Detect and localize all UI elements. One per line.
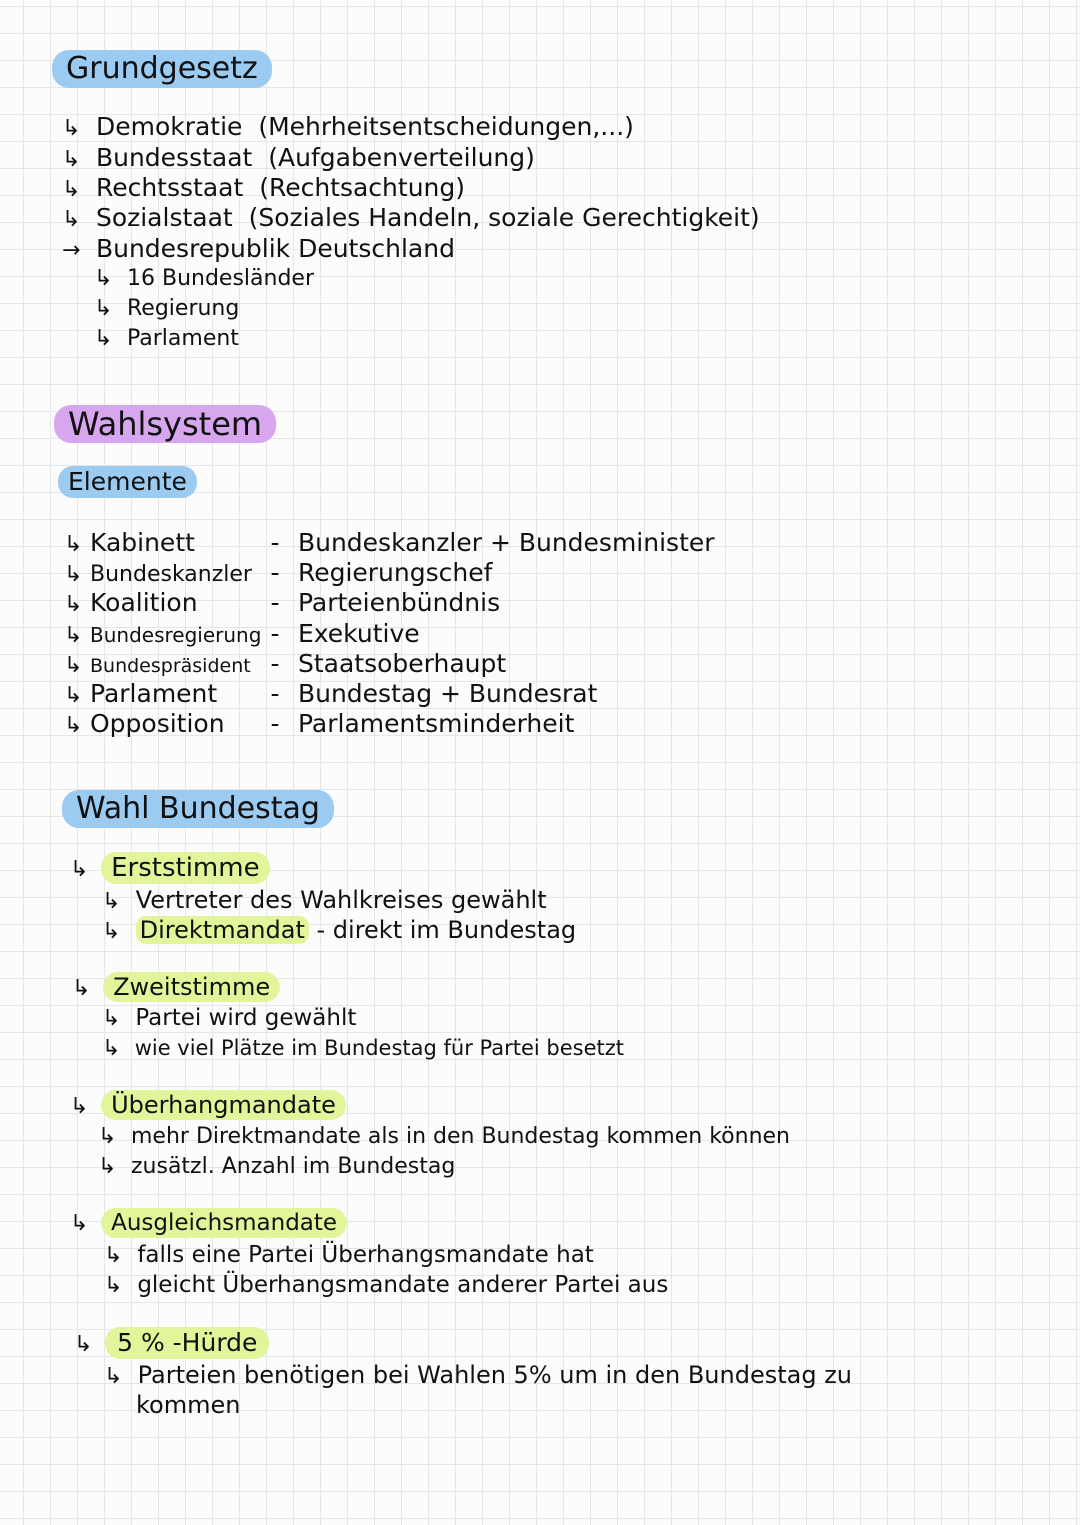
item-note: (Mehrheitsentscheidungen,...) (258, 112, 634, 141)
line-text: zusätzl. Anzahl im Bundestag (131, 1154, 456, 1179)
erststimme-heading-row (70, 852, 270, 884)
arrow-icon: ↳ (102, 889, 121, 914)
ueberhang-heading-row (70, 1090, 346, 1120)
arrow-icon: ↳ (62, 177, 81, 202)
dash: - (270, 619, 280, 648)
ueberhang-title: Überhangmandate (101, 1090, 346, 1120)
line-text: - direkt im Bundestag (316, 916, 577, 944)
element-term: Bundespräsident (90, 655, 251, 677)
arrow-icon: ↳ (64, 653, 83, 678)
elemente-row (64, 619, 420, 651)
dash: - (270, 558, 280, 587)
arrow-icon: ↳ (104, 1273, 123, 1298)
erststimme-title: Erststimme (101, 852, 269, 884)
heading-grundgesetz: Grundgesetz (52, 50, 272, 88)
ueberhang-line (98, 1152, 455, 1182)
subitem-label: 16 Bundesländer (127, 266, 315, 291)
element-definition: Regierungschef (297, 558, 493, 587)
arrow-icon: ↳ (64, 562, 83, 587)
elemente-row (64, 679, 597, 711)
grundgesetz-item-demokratie (62, 112, 634, 144)
arrow-icon: ↳ (70, 857, 89, 882)
arrow-icon: ↳ (98, 1154, 117, 1179)
item-note: (Aufgabenverteilung) (268, 143, 535, 172)
elemente-row (64, 588, 500, 620)
elemente-row (64, 528, 715, 560)
arrow-icon: ↳ (64, 713, 83, 738)
element-term: Bundesregierung (90, 623, 262, 647)
dash: - (270, 528, 280, 557)
ueberhang-line (98, 1122, 790, 1152)
huerde-line (136, 1390, 240, 1420)
dash: - (270, 709, 280, 738)
line-text: mehr Direktmandate als in den Bundestag kommen können (131, 1124, 790, 1149)
item-note: (Soziales Handeln, soziale Gerechtigkeit) (248, 203, 760, 232)
huerde-line (104, 1360, 852, 1392)
heading-elemente: Elemente (58, 466, 197, 498)
direktmandat-highlight: Direktmandat (136, 916, 309, 944)
subitem-label: Regierung (127, 296, 240, 321)
line-text: kommen (136, 1391, 241, 1419)
grundgesetz-item-brd (62, 234, 455, 266)
item-label: Rechtsstaat (95, 173, 244, 202)
line-text: Vertreter des Wahlkreises gewählt (135, 886, 547, 914)
zweitstimme-line (102, 1033, 624, 1064)
brd-subitem (94, 265, 314, 293)
ausgleich-line (104, 1240, 594, 1271)
line-text: Partei wird gewählt (135, 1005, 357, 1031)
grundgesetz-item-sozialstaat (62, 203, 760, 235)
element-definition: Exekutive (297, 619, 420, 648)
element-definition: Parlamentsminderheit (297, 709, 575, 738)
zweitstimme-heading-row (72, 972, 280, 1002)
dash: - (270, 588, 280, 617)
arrow-icon: ↳ (72, 976, 91, 1001)
arrow-icon: ↳ (102, 919, 121, 944)
arrow-icon: ↳ (62, 116, 81, 141)
element-definition: Parteienbündnis (297, 588, 501, 617)
huerde-heading-row (74, 1327, 269, 1359)
heading-wahlsystem: Wahlsystem (54, 405, 276, 443)
arrow-icon: ↳ (104, 1243, 123, 1268)
brd-subitem (94, 325, 239, 353)
arrow-icon: ↳ (70, 1211, 89, 1236)
heading-wahl-bundestag: Wahl Bundestag (62, 790, 334, 828)
ausgleich-title: Ausgleichsmandate (101, 1208, 347, 1238)
arrow-icon: ↳ (104, 1364, 123, 1389)
huerde-title: 5 % -Hürde (105, 1327, 269, 1359)
arrow-icon: ↳ (62, 147, 81, 172)
arrow-icon: ↳ (64, 683, 83, 708)
arrow-icon: ↳ (102, 1006, 121, 1031)
element-definition: Bundestag + Bundesrat (297, 679, 598, 708)
arrow-icon: ↳ (74, 1332, 93, 1357)
ausgleich-line (104, 1270, 668, 1301)
arrow-icon: ↳ (62, 207, 81, 232)
arrow-icon: ↳ (94, 266, 113, 291)
brd-subitem (94, 295, 239, 323)
erststimme-line (102, 885, 547, 917)
line-text: Parteien benötigen bei Wahlen 5% um in den Bundestag zu (137, 1361, 853, 1389)
item-label: Sozialstaat (95, 203, 233, 232)
grundgesetz-item-rechtsstaat (62, 173, 465, 205)
dash: - (270, 679, 280, 708)
element-definition: Staatsoberhaupt (297, 649, 507, 678)
arrow-icon: ↳ (94, 296, 113, 321)
line-text: falls eine Partei Überhangsmandate hat (137, 1242, 594, 1268)
subitem-label: Parlament (127, 326, 239, 351)
item-label: Bundesstaat (95, 143, 253, 172)
line-text: gleicht Überhangsmandate anderer Partei aus (137, 1272, 669, 1298)
arrow-icon: → (62, 238, 81, 263)
element-term: Parlament (90, 679, 218, 708)
arrow-icon: ↳ (64, 592, 83, 617)
zweitstimme-title: Zweitstimme (103, 972, 280, 1002)
arrow-icon: ↳ (94, 326, 113, 351)
erststimme-line (102, 915, 576, 947)
arrow-icon: ↳ (70, 1094, 89, 1119)
ausgleich-heading-row (70, 1208, 347, 1238)
elemente-row (64, 709, 574, 741)
element-term: Bundeskanzler (90, 562, 252, 587)
element-term: Kabinett (90, 528, 195, 557)
grundgesetz-item-bundesstaat (62, 143, 535, 175)
line-text: wie viel Plätze im Bundestag für Partei besetzt (134, 1036, 624, 1060)
element-term: Koalition (90, 588, 198, 617)
item-label: Demokratie (95, 112, 243, 141)
item-note: (Rechtsachtung) (259, 173, 466, 202)
arrow-icon: ↳ (64, 532, 83, 557)
dash: - (270, 649, 280, 678)
zweitstimme-line (102, 1003, 356, 1034)
elemente-row (64, 649, 506, 681)
element-definition: Bundeskanzler + Bundesminister (297, 528, 715, 557)
arrow-icon: ↳ (98, 1124, 117, 1149)
arrow-icon: ↳ (64, 623, 83, 648)
elemente-row (64, 558, 492, 590)
element-term: Opposition (90, 709, 225, 738)
item-label: Bundesrepublik Deutschland (95, 234, 455, 263)
arrow-icon: ↳ (102, 1036, 121, 1061)
